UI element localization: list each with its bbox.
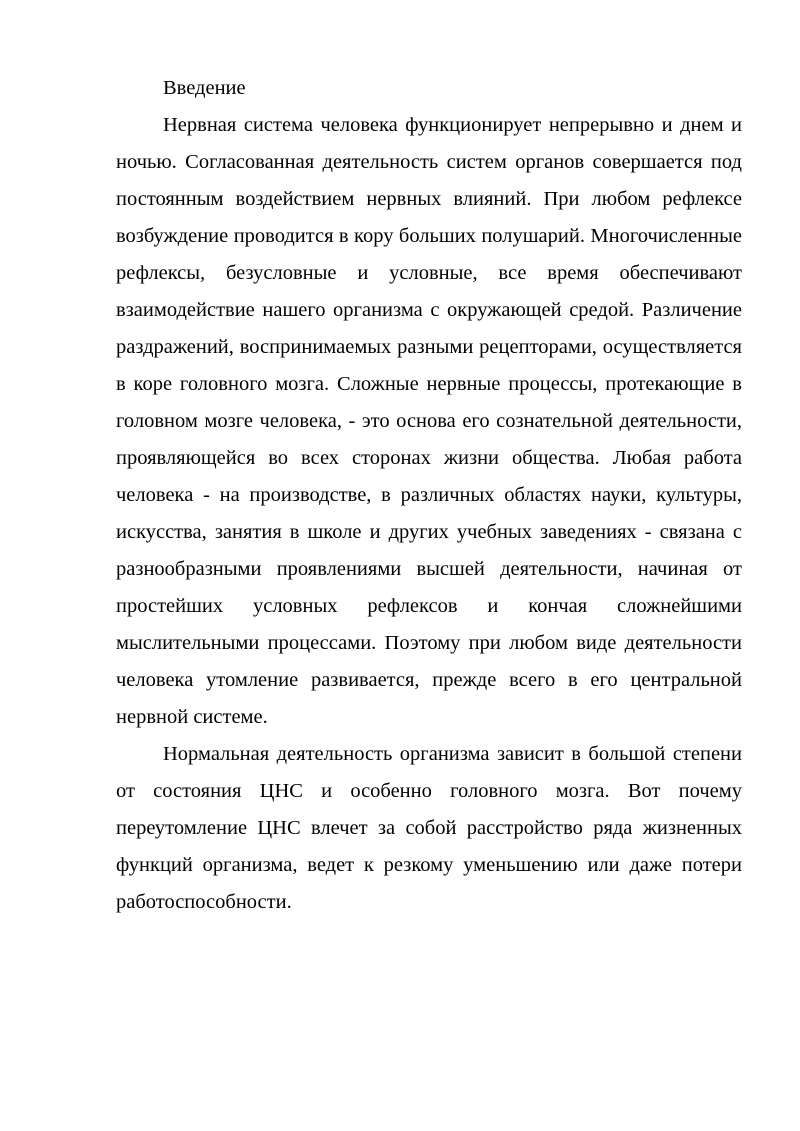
paragraph-1: Нервная система человека функционирует непрерывно и днем и ночью. Согласованная деятельность систем органов совершается под постоянным воздействием нервных влияний. При любом рефлексе возбуждение проводится в кору больших полушарий. Многочисленные рефлексы, безусловные и условные, все время обеспечивают взаимодействие нашего организма с окружающей средой. Различение раздражений, воспринимаемых разными рецепторами, осуществляется в коре головного мозга. Сложные нервные процессы, протекающие в головном мозге человека, - это основа его сознательной деятельности, проявляющейся во всех сторонах жизни общества. Любая работа человека - на производстве, в различных областях науки, культуры, искусства, занятия в школе и других учебных заведениях - связана с разнообразными проявлениями высшей деятельности, начиная от простейших условных рефлексов и кончая сложнейшими мыслительными процессами. Поэтому при любом виде деятельности человека утомление развивается, прежде всего в его центральной нервной системе. [116, 114, 742, 728]
document-page [116, 70, 742, 921]
paragraph-2: Нормальная деятельность организма зависит в большой степени от состояния ЦНС и особенно головного мозга. Вот почему переутомление ЦНС влечет за собой расстройство ряда жизненных функций организма, ведет к резкому уменьшению или даже потери работоспособности. [116, 743, 742, 913]
section-heading: Введение [163, 77, 246, 99]
